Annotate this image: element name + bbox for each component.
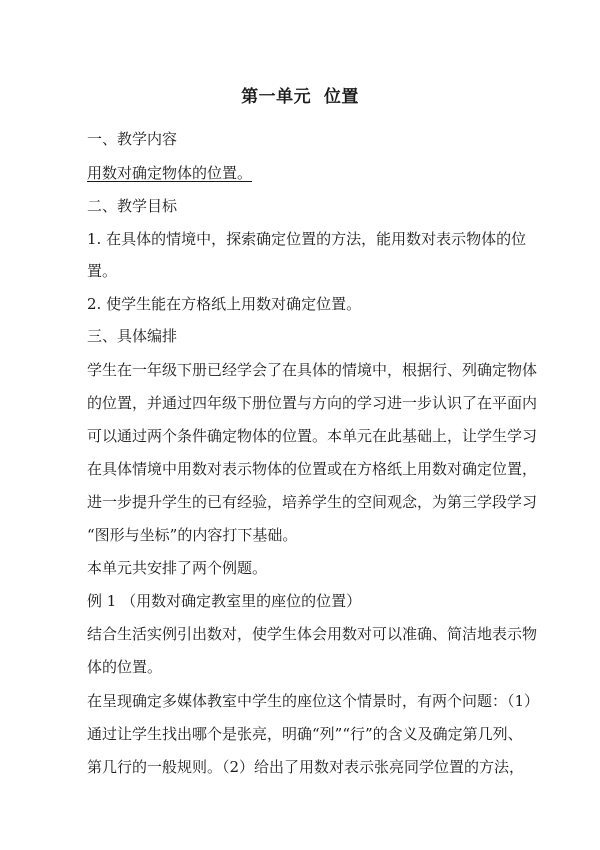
goal-2: 2. 使学生能在方格纸上用数对确定位置。 (87, 295, 362, 313)
section-heading-teaching-goals: 二、教学目标 (87, 197, 178, 215)
para3-line-2: 体的位置。 (87, 658, 163, 676)
goal-1-line-1: 1. 在具体的情境中，探索确定位置的方法，能用数对表示物体的位 (87, 230, 527, 248)
para4-line-2: 通过让学生找出哪个是张亮，明确“列”“行”的含义及确定第几列、 (87, 725, 523, 743)
para1-line-4: 在具体情境中用数对表示物体的位置或在方格纸上用数对确定位置， (87, 460, 538, 478)
page-title: 第一单元 位置 (241, 87, 359, 107)
para1-line-3: 可以通过两个条件确定物体的位置。本单元在此基础上，让学生学习 (87, 427, 538, 445)
section-heading-arrangement: 三、具体编排 (87, 327, 178, 345)
teaching-content-text: 用数对确定物体的位置。 (87, 164, 253, 182)
para2: 本单元共安排了两个例题。 (87, 559, 268, 577)
para1-line-1: 学生在一年级下册已经学会了在具体的情境中，根据行、列确定物体 (87, 361, 538, 379)
para4-line-3: 第几行的一般规则。（2）给出了用数对表示张亮同学位置的方法， (87, 758, 525, 776)
para1-line-5: 进一步提升学生的已有经验，培养学生的空间观念，为第三学段学习 (87, 493, 538, 511)
goal-1-line-2: 置。 (87, 262, 118, 280)
para1-line-2: 的位置，并通过四年级下册位置与方向的学习进一步认识了在平面内 (87, 394, 538, 412)
para3-line-1: 结合生活实例引出数对，使学生体会用数对可以准确、简洁地表示物 (87, 625, 538, 643)
section-heading-teaching-content: 一、教学内容 (87, 130, 178, 148)
para1-line-6: “图形与坐标”的内容打下基础。 (87, 526, 298, 544)
example-1-heading: 例 1 （用数对确定教室里的座位的位置） (87, 592, 362, 610)
para4-line-1: 在呈现确定多媒体教室中学生的座位这个情景时，有两个问题：（1） (87, 692, 540, 710)
